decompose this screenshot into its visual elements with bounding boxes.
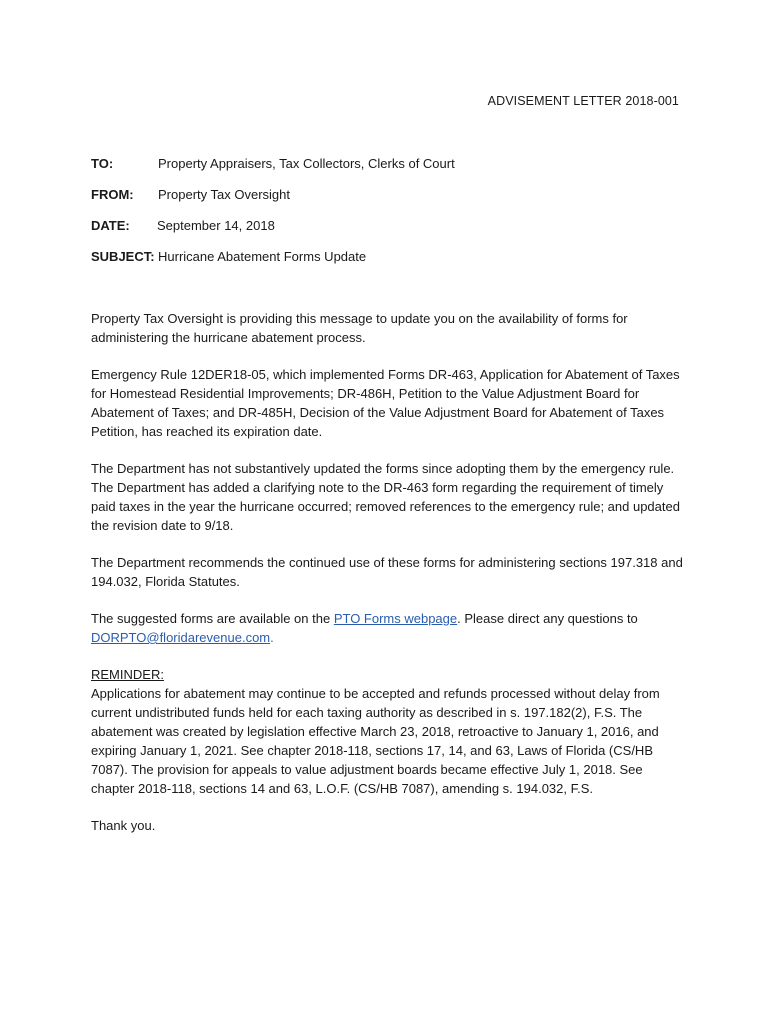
email-link[interactable]: DORPTO@floridarevenue.com: [91, 630, 271, 645]
to-value: Property Appraisers, Tax Collectors, Clerks of Court: [158, 156, 455, 171]
memo-subject-row: [91, 249, 691, 280]
date-label: DATE:: [91, 218, 130, 233]
to-label: TO:: [91, 156, 114, 171]
availability-text-end: .: [270, 630, 274, 645]
from-label: FROM:: [91, 187, 134, 202]
paragraph-reminder: [91, 665, 683, 798]
subject-label: SUBJECT:: [91, 249, 155, 264]
paragraph-recommendation: The Department recommends the continued use of these forms for administering sections 197.318 and 194.032, Florida Statutes.: [91, 555, 683, 589]
memo-from-row: [91, 187, 691, 218]
pto-forms-link[interactable]: PTO Forms webpage: [333, 611, 458, 626]
availability-text-middle: . Please direct any questions to: [457, 611, 638, 626]
paragraph-availability: [91, 609, 683, 647]
closing: Thank you.: [91, 818, 156, 833]
letter-body: [91, 309, 683, 853]
paragraph-emergency-rule: Emergency Rule 12DER18-05, which implemented Forms DR-463, Application for Abatement of Taxes for Homestead Residential Improvements; DR-486H, Petition to the Value Adjustment Board for Abatement of Taxes; and DR-485H, Decision of the Value Adjustment Board for Abatement of Taxes Petition, has reached its expiration date.: [91, 367, 680, 439]
from-value: Property Tax Oversight: [158, 187, 290, 202]
paragraph-forms-update: The Department has not substantively updated the forms since adopting them by the emergency rule. The Department has added a clarifying note to the DR-463 form regarding the requirement of timely paid taxes in the year the hurricane occurred; removed references to the emergency rule; and updated the revision date to 9/18.: [91, 461, 680, 533]
memo-date-row: [91, 218, 691, 249]
memo-header: [91, 156, 691, 280]
date-value: September 14, 2018: [157, 218, 275, 233]
paragraph-intro: Property Tax Oversight is providing this message to update you on the availability of forms for administering the hurricane abatement process.: [91, 311, 628, 345]
reminder-heading: REMINDER:: [91, 667, 164, 682]
availability-text-start: The suggested forms are available on the: [91, 611, 334, 626]
subject-value: Hurricane Abatement Forms Update: [158, 249, 367, 264]
memo-to-row: [91, 156, 691, 187]
letter-id: ADVISEMENT LETTER 2018-001: [487, 94, 679, 108]
reminder-text: Applications for abatement may continue to be accepted and refunds processed without delay from current undistributed funds held for each taxing authority as described in s. 197.182(2), F.S. The abatement was created by legislation effective March 23, 2018, retroactive to January 1, 2016, and expiring January 1, 2021. See chapter 2018-118, sections 17, 14, and 63, Laws of Florida (CS/HB 7087). The provision for appeals to value adjustment boards became effective July 1, 2018. See chapter 2018-118, sections 14 and 63, L.O.F. (CS/HB 7087), amending s. 194.032, F.S.: [91, 686, 660, 796]
